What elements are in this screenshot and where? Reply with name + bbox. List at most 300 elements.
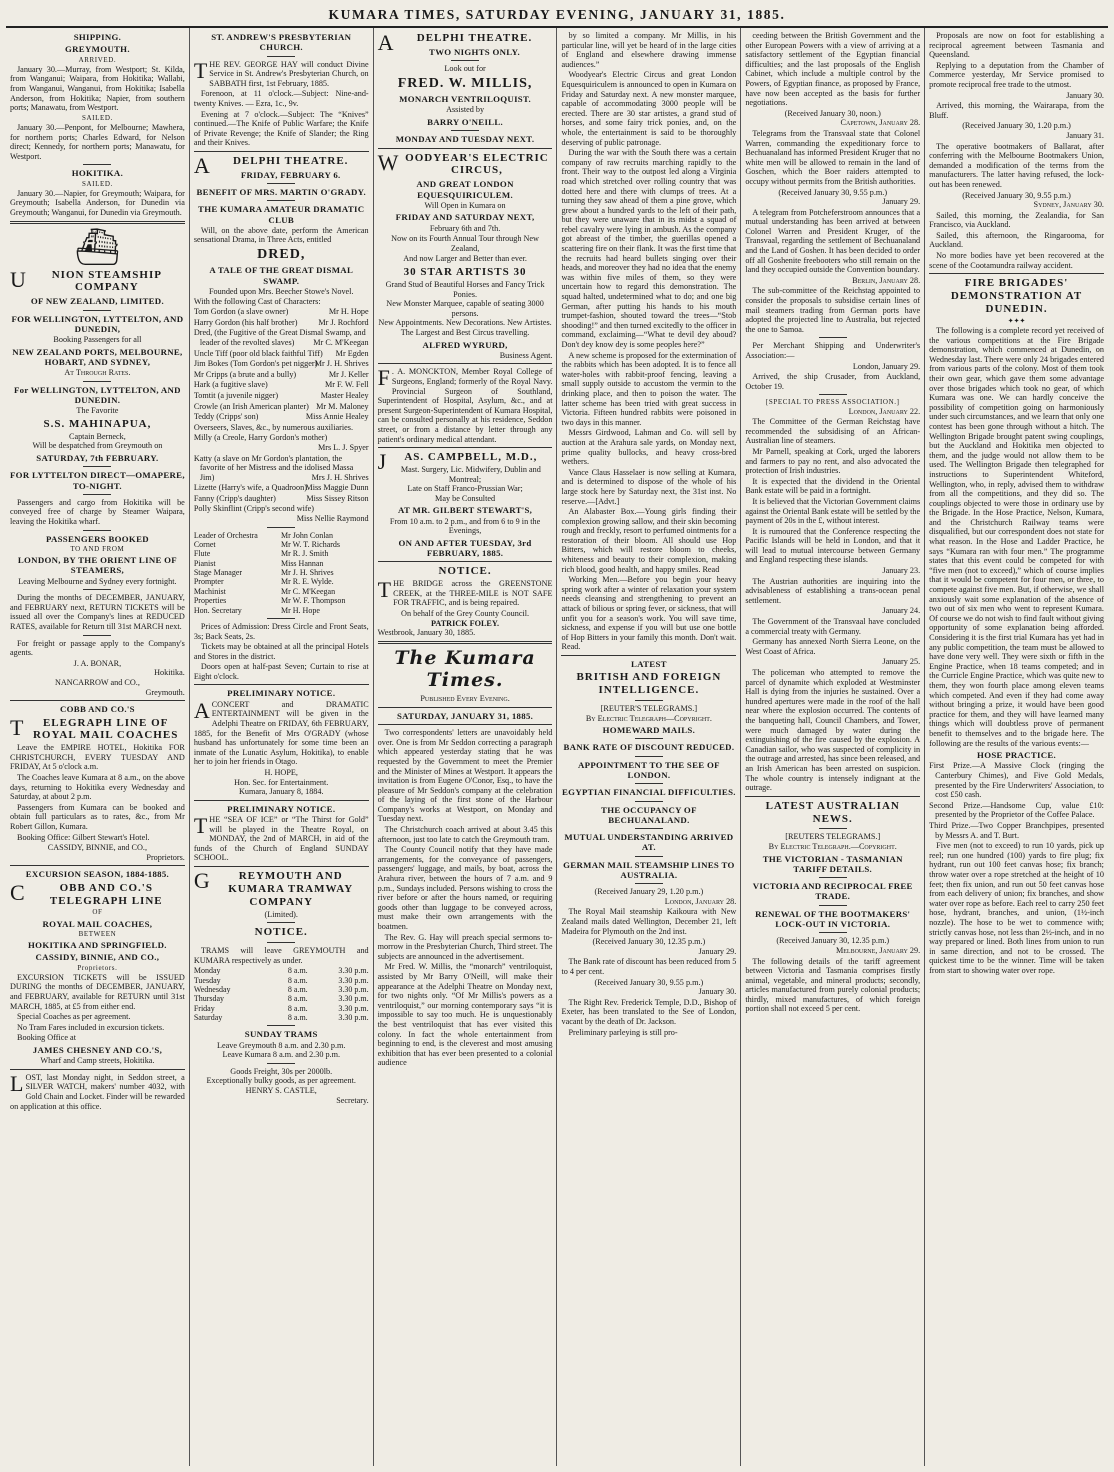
cast-actor: Mr J. Rochford bbox=[318, 317, 369, 327]
schedule-row-cell: 3.30 p.m. bbox=[338, 966, 369, 976]
news-paragraph: It is rumoured that the Conference respecting the Pacific Islands will be held in London, and that it will lead to mutual intercourse between Germany and England respecting these islands. bbox=[745, 526, 921, 565]
woodyear-title: WOODYEAR'S ELECTRIC CIRCUS, bbox=[377, 149, 549, 177]
cast-role: Lizette (Harry's wife, a Quadroon) bbox=[193, 483, 307, 493]
sailed-text: January 30.—Penpont, for Melbourne; Mawhera, for northern ports; Charles Edward, for Nelson direct; Kennedy, for northern ports; Manawatu, for Westport. bbox=[10, 122, 185, 161]
agent-bonar: J. A. BONAR, bbox=[73, 658, 122, 668]
union-sub: OF NEW ZEALAND, LIMITED. bbox=[30, 296, 164, 307]
booked-to: TO AND FROM bbox=[70, 544, 125, 553]
schedule-row-cell: Wednesday bbox=[193, 984, 231, 994]
cast-role: Uncle Tiff (poor old black faithful Tiff) bbox=[193, 348, 323, 358]
bank-text: The Bank rate of discount has been reduced from 5 to 4 per cent. bbox=[561, 957, 737, 977]
dateline: SATURDAY, JANUARY 31, 1885. bbox=[396, 710, 534, 721]
schedule-row-cell: Saturday bbox=[193, 1012, 223, 1022]
column-2 bbox=[190, 28, 374, 1466]
reuters-label: [REUTER'S TELEGRAMS.] bbox=[600, 704, 698, 713]
benefit-heading: BENEFIT OF MRS. MARTIN O'GRADY. bbox=[196, 187, 366, 198]
cast-actor: Mr C. M'Keegan bbox=[313, 337, 369, 347]
cobb-prop: CASSIDY, BINNIE, and CO., bbox=[47, 843, 148, 853]
schedule-row-cell: 3.30 p.m. bbox=[338, 1003, 369, 1013]
cast-actor: Miss Maggie Dunn bbox=[305, 483, 369, 493]
castle-name: HENRY S. CASTLE, bbox=[245, 1085, 317, 1095]
woodyear-feb: February 6th and 7th. bbox=[429, 223, 501, 233]
cobb2-of: OF bbox=[92, 908, 103, 917]
cobb2-route: HOKITIKA AND SPRINGFIELD. bbox=[28, 940, 167, 951]
editorial-paragraphs bbox=[378, 728, 553, 1068]
exc-tram: No Tram Fares included in excursion tickets. bbox=[17, 1022, 165, 1032]
editorial-paragraph: The County Council notify that they have made arrangements, for the conveyance of passengers, passengers' luggage, and mails, by boat, across the Arahura river, between the hours of 7 a.m. and 9 p.m., Sundays included. Persons wishing to cross the river before or after the hours named, or requiring goods other than luggage to be conveyed across, must make their own arrangements with the boatmen. bbox=[377, 845, 553, 931]
orchestra-row-cell: Mr R. J. Smith bbox=[280, 549, 329, 559]
capetown-text: Telegrams from the Transvaal state that Colonel Warren, commanding the expeditionary force to Bechuanaland has informed President Kruger that no white men will be allowed to remain in the land of Goschen, which the Boer raiders attempted to occupy without permits from the British authorities. bbox=[745, 128, 921, 186]
jan29-label: January 29. bbox=[698, 946, 737, 956]
prize-item: First Prize.—A Massive Clock (ringing the Canterbury Chimes), and Five Gold Medals, presented by the Fire Underwriters' Association, to cost £50 cash. bbox=[929, 761, 1104, 800]
masthead: KUMARA TIMES, SATURDAY EVENING, JANUARY 31, 1885. bbox=[6, 4, 1108, 28]
monarch-text: MONARCH VENTRILOQUIST. bbox=[399, 94, 532, 105]
return-text: During the months of DECEMBER, JANUARY, and FEBRUARY next, RETURN TICKETS will be issued all over the Company's lines at REDUCED RATES, available for Return till 31st MARCH next. bbox=[10, 593, 185, 632]
orchestra-row bbox=[194, 540, 369, 549]
cable-headline: GERMAN MAIL STEAMSHIP LINES TO AUSTRALIA. bbox=[563, 859, 735, 880]
received-1: (Received January 29, 1.20 p.m.) bbox=[594, 887, 704, 897]
reciprocal-paragraphs bbox=[929, 31, 1104, 90]
orchestra-row-cell: Machinist bbox=[193, 586, 226, 596]
cast-role: Tom Gordon (a slave owner) bbox=[193, 307, 289, 317]
excursion-heading: EXCURSION SEASON, 1884-1885. bbox=[25, 869, 170, 880]
cobb-line: T ELEGRAPH LINE OF ROYAL MAIL COACHES bbox=[10, 714, 179, 742]
cast-row bbox=[194, 433, 369, 452]
aus-headline: THE VICTORIAN - TASMANIAN TARIFF DETAILS. bbox=[762, 853, 903, 874]
schedule-row bbox=[194, 994, 369, 1003]
wairarapa-text: Arrived, this morning, the Wairarapa, from the Bluff. bbox=[929, 101, 1104, 120]
founded-text: Founded upon Mrs. Beecher Stowe's Novel. bbox=[208, 287, 354, 297]
zealandia-text: Sailed, this morning, the Zealandia, for San Francisco, via Auckland. bbox=[929, 210, 1104, 230]
cast-actor: Master Healey bbox=[320, 390, 369, 400]
editorial-paragraph: The Rev. G. Hay will preach special sermons to-morrow in the Presbyterian Church, Third street. The subjects are announced in the advertisement. bbox=[377, 932, 553, 961]
orchestra-row-cell: Properties bbox=[193, 596, 227, 606]
cast-role: Tomtit (a juvenile nigger) bbox=[193, 390, 279, 400]
cable-headline: MUTUAL UNDERSTANDING ARRIVED AT. bbox=[564, 832, 734, 853]
orchestra-row-cell: Leader of Orchestra bbox=[193, 530, 258, 540]
cobb2-prop: CASSIDY, BINNIE, AND CO., bbox=[35, 952, 160, 963]
cast-role: Crowle (an Irish American planter) bbox=[193, 401, 309, 411]
millis-name: FRED. W. MILLIS, bbox=[397, 75, 533, 91]
hok-sailed-text: January 30.—Napier, for Greymouth; Waipara, for Greymouth; Isabella Anderson, for Dunedin via Greymouth; Wanganui, for Dunedin via Greymouth. bbox=[10, 188, 185, 217]
appointments-text: New Appointments. New Decorations. New Artistes. bbox=[378, 318, 552, 328]
exc-wharf: Wharf and Camp streets, Hokitika. bbox=[40, 1056, 155, 1066]
cast-row bbox=[194, 454, 369, 483]
orchestra-row bbox=[194, 549, 369, 558]
fire-heading: FIRE BRIGADES' DEMONSTRATION AT DUNEDIN. bbox=[950, 277, 1083, 315]
campbell-hours: From 10 a.m. to 2 p.m., and from 6 to 9 in the Evenings, bbox=[389, 516, 541, 536]
bishop-text: The Right Rev. Frederick Temple, D.D., Bishop of Exeter, has been translated to the See of London, vacant by the death of Dr. Jackson. bbox=[561, 997, 737, 1026]
hose-rules: Five men (not to exceed) to run 10 yards, pick up reel; run one hundred (100) yards to fire plug; fix hydrant, run out 100 feet canvas hose; fix branch; throw water over a rope stretched at the height of 10 feet; then fix union, and run out 50 feet canvas hose from each delivery of union; fix branches, and show water over rope as before. Each reel to carry 250 feet hose, hydrant, branches, and union, (1½-inch nozzle). The hose to be wet to commence with; strictly canvas hose, not less than 2½-inch, and in no way prepared or lined. Both lines from union to run in same direction, and not to be crossed. The quickest time to be the winner. Time will be taken from start to showing water over rope. bbox=[929, 841, 1104, 975]
orchestra-row bbox=[194, 531, 369, 540]
cast-row bbox=[194, 504, 369, 523]
cast-row bbox=[194, 423, 369, 433]
hokitika-heading: HOKITIKA. bbox=[71, 168, 124, 179]
kumara-times-title: The Kumara Times. bbox=[394, 646, 536, 692]
bridge-behalf: On behalf of the Grey County Council. bbox=[401, 609, 530, 619]
special-label: [SPECIAL TO PRESS ASSOCIATION.] bbox=[765, 398, 900, 407]
schedule-row bbox=[194, 976, 369, 985]
jan30-label: January 30. bbox=[698, 987, 737, 997]
shipping-heading: SHIPPING. bbox=[73, 32, 122, 42]
orchestra-row-cell: Stage Manager bbox=[193, 568, 243, 578]
schedule-row-cell: 8 a.m. bbox=[287, 975, 308, 985]
capetown-label: Capetown, January 28. bbox=[840, 118, 921, 128]
column-6 bbox=[925, 28, 1108, 1466]
column-4 bbox=[557, 28, 741, 1466]
prelim2-heading: PRELIMINARY NOTICE. bbox=[227, 803, 336, 814]
prize-list bbox=[929, 761, 1104, 840]
cable-headline: HOMEWARD MAILS. bbox=[602, 725, 696, 736]
prelim-text: Preliminary parleying is still pro- bbox=[568, 1027, 678, 1037]
jan24-label: January 24. bbox=[882, 606, 921, 616]
cast-role: Polly Skinflint (Cripp's second wife) bbox=[193, 504, 315, 514]
campbell-staff: Late on Staff Franco-Prussian War; bbox=[407, 484, 523, 494]
orchestra-row bbox=[194, 587, 369, 596]
arrived-text: January 30.—Murray, from Westport; St. Kilda, from Wanganui; Waipara, from Hokitika; Wallabi, from Wanganui, Wanganui, from Hokitika; Isabella Anderson, from Hokitika; Napier, from southern ports; Manawatu, from Westport. bbox=[10, 64, 185, 113]
cast-actor: Mr F. W. Fell bbox=[324, 380, 369, 390]
schedule-row-cell: 8 a.m. bbox=[287, 1012, 308, 1022]
concert-sig2: Hon. Sec. for Entertainment. bbox=[234, 777, 329, 787]
woodyear-larger: And now Larger and Better than ever. bbox=[403, 254, 527, 264]
agent-nancarrow: NANCARROW and CO., bbox=[54, 678, 140, 688]
cast-row bbox=[194, 380, 369, 390]
fire-paragraph: The following is a complete record yet received of the various competitions at the Fire Brigade demonstration, which commenced at Dunedin, on Wednesday last. There were only 24 brigades entered from various parts of the colony. Most of them took their own gear, which gave them some advantage over those brigades which took no gear, of which Kumara was one. We can hardly conceive the possibility of competition going on harmoniously under such circumstances, and we learn that only one contest has been gone through without a hitch. The Wellington Brigade brought patent swing couplings, but the Auckland and Hokitika men objected to them, and the judge would not allow them to be used. The Wellington Brigade then telegraphed for instructions to Superintendent Whiteford, Wellington, who, in reply, advised them to withdraw from all the competitions, and they did so. The couplings objected to were those in ordinary use by the Brigade. In the Hose Practice, Nelson, Kumara, and the Christchurch Railway teams were disqualified, but our correspondent does not state for what reason. In the Hose and Ladder Practice, he says “Kumara ran with four men.” The programme states that this event could be competed for with “five men (not to exceed),” which of course implies that it would be competent for four men, or three, to compete against five men. But, if otherwise, we shall anxiously wait some explanation of the absence of two out of six men who went to represent Kumara. Of course we do not wish to find fault without giving opportunity of some explanation being afforded. Considering it is the first trial Kumara has yet had in any public competition, the team must be allowed to have done very well. They were sixth or fifth in the Engine Practice, when 18 teams competed; and in the Curricle Engine Practice, which was quite new to them, they won fourth place among eleven teams which competed. And even if they had come away without bringing a prize, it would have been good practice for them, and they will have learned many things which will doubtless prove of permanent benefit to themselves and to the brigade here. The following are the results of the various events:— bbox=[929, 326, 1104, 748]
schedule-row bbox=[194, 1004, 369, 1013]
cobb-title: COBB AND CO.'S bbox=[59, 704, 135, 715]
news-paragraph: It is believed that the Victorian Government claims against the Oriental Bank estate will be settled by the payment of 20s in the £, without interest. bbox=[745, 496, 921, 526]
jan31-label: January 31. bbox=[1066, 130, 1104, 140]
orchestra-row bbox=[194, 596, 369, 605]
union-route: FOR WELLINGTON, LYTTELTON, AND DUNEDIN, bbox=[11, 313, 184, 334]
concert-sig: H. HOPE, bbox=[264, 767, 298, 777]
schedule-row-cell: Tuesday bbox=[193, 975, 221, 985]
cast-actor: Mrs L. J. Spyer bbox=[317, 442, 369, 452]
campbell-name: J AS. CAMPBELL, M.D., bbox=[377, 449, 538, 475]
cobb-text3: Passengers from Kumara can be booked and obtain full particulars as to rates, &c., from Mr Robert Gillon, Kumara. bbox=[10, 802, 185, 831]
passengers-text: Passengers and cargo from Hokitika will be conveyed free of charge by Steamer Waipara, leaving the Hokitika wharf. bbox=[10, 497, 185, 527]
news-paragraph: During the war with the South there was a certain company of raw recruits marching rapidly to the front. Their way to the outpost led along a Virginia road which stretched over rolling country that was dotted here and there with clumps of trees. At a turning they saw ahead of them a pine grove, which grew about a hundred yards to the left of their path, but they were unaware that in its midst a squad of rebel cavalry were lying in ambush. As the company got abreast of the timber, the guerillas opened a scattering fire on their flank. It was the first time that the recruits had heard bullets singing over their heads, and moreover they had no idea that the enemy was within five miles of them, so they were uncertain how to regard this demonstration. The squad halted, undetermined what to do; and one big German, after putting his hands to his mouth trumpet-fashion, shouted toward the trees—“Stob shooding!” and then turned excitedly to the officer in command, exclaiming—“What te devil dey aboud? Don't dey know dey is some peoples here?” bbox=[561, 148, 737, 349]
cast-actor: Mr H. Hope bbox=[328, 307, 369, 317]
orchestra-row-cell: Pianist bbox=[193, 558, 216, 568]
two-nights: TWO NIGHTS ONLY. bbox=[429, 46, 520, 57]
cobb2-royal: ROYAL MAIL COACHES, bbox=[42, 918, 153, 929]
adelphi-title: A DELPHI THEATRE. bbox=[193, 152, 349, 178]
cast-row bbox=[194, 412, 369, 422]
cast-row bbox=[194, 318, 369, 328]
cable-headline: THE OCCUPANCY OF BECHUANALAND. bbox=[601, 804, 697, 825]
london-29: London, January 29. bbox=[852, 361, 921, 371]
orchestra-row-cell: Mr W. F. Thompson bbox=[280, 596, 346, 606]
published-text: Published Every Evening. bbox=[420, 694, 510, 704]
schedule-row-cell: Monday bbox=[193, 966, 221, 976]
campbell-quals: Mast. Surgery, Lic. Midwifery, Dublin and Montreal; bbox=[400, 464, 541, 484]
exc-office: JAMES CHESNEY AND CO.'S, bbox=[32, 1044, 163, 1055]
exc-special: Special Coaches as per agreement. bbox=[17, 1012, 131, 1022]
cast-row bbox=[194, 483, 369, 493]
notice-heading: NOTICE. bbox=[254, 926, 308, 939]
booked-london: LONDON, BY THE ORIENT LINE OF STEAMERS, bbox=[17, 555, 177, 576]
crusader-text: Arrived, the ship Crusader, from Auckland, October 19. bbox=[745, 372, 921, 391]
news-paragraph: An Alabaster Box.—Young girls finding their complexion growing sallow, and their skin becoming rough and freckly, resort to perfumed ointments for a restoration of their bloom. All should use Hop Bitters, which will restore bloom to cheeks, whiteness and beauty to their complexion, making rich blood, good health, and happy smiles. Read bbox=[561, 507, 737, 574]
cast-actor: Mrs J. H. Shrives bbox=[311, 472, 369, 482]
woodyear-open: Will Open in Kumara on bbox=[424, 200, 506, 210]
orchestra-row-cell: Mr J. H. Shrives bbox=[280, 568, 334, 578]
schedule-row-cell: 8 a.m. bbox=[287, 984, 308, 994]
columns bbox=[6, 28, 1108, 1466]
adelphi-date: FRIDAY, FEBRUARY 6. bbox=[240, 169, 341, 180]
hok-sailed-label: SAILED. bbox=[81, 179, 113, 188]
orchestra-row-cell: Prompter bbox=[193, 577, 224, 587]
received-120: (Received January 30, 1.20 p.m.) bbox=[962, 121, 1071, 131]
orchestra-row-cell: Cornet bbox=[193, 540, 216, 550]
melbourne-label: Melbourne, January 29. bbox=[835, 945, 921, 955]
schedule-row-cell: 3.30 p.m. bbox=[338, 975, 369, 985]
cast-actor: Miss Nellie Raymond bbox=[296, 514, 369, 524]
column-3 bbox=[374, 28, 558, 1466]
club-text: Will, on the above date, perform the American sensational Drama, in Three Acts, entitled bbox=[193, 225, 369, 245]
marquee-text: New Monster Marquee, capable of seating 3000 persons. bbox=[386, 299, 544, 318]
cobb-prop2: Proprietors. bbox=[146, 852, 185, 862]
cast-list bbox=[194, 307, 369, 523]
london-1: London, January 28. bbox=[664, 896, 737, 906]
berlin-label: Berlin, January 28. bbox=[852, 275, 921, 285]
cobb2-title: C OBB AND CO.'S TELEGRAPH LINE bbox=[10, 879, 163, 907]
schedule-row-cell: 8 a.m. bbox=[287, 1003, 308, 1013]
orchestra-row bbox=[194, 577, 369, 586]
woodyear-tour: Now on its Fourth Annual Tour through New Zealand, bbox=[391, 234, 539, 253]
prelim-heading: PRELIMINARY NOTICE. bbox=[227, 688, 336, 699]
merchant-text: Per Merchant Shipping and Underwriter's Association:— bbox=[745, 341, 921, 360]
largest-text: The Largest and Best Circus travelling. bbox=[400, 327, 530, 337]
tickets-text: Tickets may be obtained at all the principal Hotels and Stores in the district. bbox=[193, 642, 369, 661]
concert-date: Kumara, January 8, 1884. bbox=[238, 787, 324, 797]
sydney-label: Sydney, January 30. bbox=[1033, 200, 1104, 210]
news-paragraph: It is expected that the dividend in the Oriental Bank estate will be paid in a fortnight. bbox=[745, 476, 921, 496]
sailed-label: SAILED. bbox=[81, 113, 113, 122]
dred-title: DRED, bbox=[257, 247, 306, 263]
star-ornament-icon: ✦✦✦ bbox=[1007, 316, 1026, 325]
tram-schedule bbox=[194, 966, 369, 1022]
union-ship: S.S. MAHINAPUA, bbox=[43, 418, 152, 430]
schedule-row-cell: 8 a.m. bbox=[287, 966, 308, 976]
bridge-notice: THE BRIDGE across the GREENSTONE CREEK, at the THREE-MILE is NOT SAFE FOR TRAFFIC, and is being repaired. bbox=[377, 577, 553, 608]
woodyear-days: FRIDAY AND SATURDAY NEXT, bbox=[395, 212, 535, 223]
star-artists: 30 STAR ARTISTS 30 bbox=[403, 266, 527, 279]
schedule-row-cell: 3.30 p.m. bbox=[338, 994, 369, 1004]
sunday-greymouth: Leave Greymouth 8 a.m. and 2.30 p.m. bbox=[217, 1040, 346, 1050]
cobb-text: Leave the EMPIRE HOTEL, Hokitika FOR CHRISTCHURCH, EVERY TUESDAY AND FRIDAY, At 5 o'clock a.m. bbox=[10, 743, 185, 772]
oneill-name: BARRY O'NEILL. bbox=[427, 116, 504, 127]
cast-role: Hark (a fugitive slave) bbox=[193, 380, 268, 390]
freight-text: For freight or passage apply to the Company's agents. bbox=[10, 638, 185, 658]
news-paragraph: Mr Parnell, speaking at Cork, urged the laborers and farmers to pay no rent, and also advocated the protection of Irish industries. bbox=[745, 446, 921, 476]
exc-text: EXCURSION TICKETS will be ISSUED DURING the months of DECEMBER, JANUARY, and FEBRUARY, available for RETURN until 31st MARCH, 1885, at £5 from either end. bbox=[10, 972, 185, 1011]
bootmakers-text: The operative bootmakers of Ballarat, after conferring with the Melbourne Bootmakers Union, demanded a modification of the terms from the manufacturers. The latter having refused, the lock-out has been renewed. bbox=[929, 141, 1104, 189]
club-heading: THE KUMARA AMATEUR DRAMATIC CLUB bbox=[198, 204, 365, 225]
orchestra-row bbox=[194, 568, 369, 577]
received-955b: (Received January 30, 9.55 p.m.) bbox=[962, 190, 1071, 200]
potch-text: A telegram from Potcheferstroom announces that a mutual understanding has been arrived at between Colonel Warren and President Kruger, of the Transvaal, regarding the settlement of Bechuanaland and the Land of Goshen. It has been decided to order off all Goshenite freebooters who still remain on the land they occupied outside the Convention boundary. bbox=[745, 207, 921, 275]
cable-headline: EGYPTIAN FINANCIAL DIFFICULTIES. bbox=[562, 787, 736, 798]
cast-row bbox=[194, 307, 369, 317]
lost-notice: LOST, last Monday night, in Seddon street, a SILVER WATCH, makers' number 4032, with Gold Chain and Locket. Finder will be rewarded on application at this office. bbox=[10, 1070, 185, 1111]
castle-title: Secretary. bbox=[336, 1095, 369, 1105]
hose-heading: HOSE PRACTICE. bbox=[977, 750, 1057, 761]
prize-item: Second Prize.—Handsome Cup, value £10: presented by the Proprietor of the Coffee Palace. bbox=[929, 800, 1104, 820]
schedule-row bbox=[194, 966, 369, 975]
schedule-row-cell: 8 a.m. bbox=[287, 994, 308, 1004]
union-date: SATURDAY, 7th FEBRUARY. bbox=[36, 453, 159, 464]
campbell-date: ON AND AFTER TUESDAY, 3rd FEBRUARY, 1885. bbox=[398, 537, 532, 559]
cast-role: Katty (a slave on Mr Gordon's plantation, the favorite of her Mistress and the idolised Massa Jim) bbox=[193, 453, 354, 482]
goods-text: Goods Freight, 30s per 2000lb. bbox=[230, 1066, 333, 1076]
assisted-text: Assisted by bbox=[446, 105, 485, 115]
union-captain: Captain Berneck, bbox=[68, 431, 126, 441]
cable-headline: APPOINTMENT TO THE SEE OF LONDON. bbox=[578, 759, 720, 781]
ringarooma-text: Sailed, this afternoon, the Ringarooma, for Auckland. bbox=[929, 230, 1104, 250]
sea-text: THE “SEA OF ICE” or “The Thirst for Gold” will be played in the Theatre Royal, on MONDAY, the 2nd of MARCH, in aid of the funds of the Church of England SUNDAY SCHOOL. bbox=[193, 812, 369, 863]
union-fav: The Favorite bbox=[76, 406, 119, 416]
doors-text: Doors open at half-past Seven; Curtain to rise at Eight o'clock. bbox=[193, 662, 369, 681]
bodies-text: No more bodies have yet been recovered at the scene of the Cootamundra railway accident. bbox=[929, 251, 1104, 270]
union-booking: Booking Passengers for all bbox=[53, 335, 142, 345]
church-text3: Evening at 7 o'clock.—Subject: The “Knives” continued.—The Knife of Public Warfare; the Knife of Private Revenge; the Knife of Slander; the Ring and their Knives. bbox=[193, 109, 369, 148]
aus-headlines bbox=[745, 854, 920, 934]
orchestra-row bbox=[194, 559, 369, 568]
foley-name: PATRICK FOLEY. bbox=[431, 618, 500, 628]
orchestra-table bbox=[194, 531, 369, 615]
dred-sub: A TALE OF THE GREAT DISMAL SWAMP. bbox=[209, 265, 354, 286]
electric-label: By Electric Telegraph—Copyright. bbox=[585, 713, 712, 723]
cast-intro: With the following Cast of Characters: bbox=[193, 296, 321, 306]
cast-row bbox=[194, 402, 369, 412]
news-paragraph: Messrs Girdwood, Lahman and Co. will sell by auction at the Arahura sale yards, on Monday next, prime quality bullocks, and heavy cross-bred wethers. bbox=[561, 428, 737, 467]
cast-role: Jim Bokes (Tom Gordon's pet nigger) bbox=[193, 359, 318, 369]
schedule-row bbox=[194, 1013, 369, 1022]
aus-heading: LATEST AUSTRALIAN NEWS. bbox=[765, 799, 900, 825]
schedule-row-cell: Thursday bbox=[193, 994, 225, 1004]
cast-role: Harry Gordon (his half brother) bbox=[193, 317, 298, 327]
police-text: The policeman who attempted to remove the parcel of dynamite which exploded at Westminster Hall is dying from the injuries he sustained. Over a hundred apertures were made in the roof of the hall near where the explosion occurred. The contents of the banqueting hall, Council Chambers, and Tower, were much damaged by water during the extinguishing of the fire caused by the explosion. A Canadian sailor, who was suspected of complicity in the outrage and arrested, has since been released, and an Irish American has been arrested on suspicion. The whole country is intensely indignant at the outrage. bbox=[745, 668, 921, 793]
schedule-row bbox=[194, 985, 369, 994]
received-955: (Received January 30, 9.55 p.m.) bbox=[778, 187, 888, 197]
lyttelton-notice: FOR LYTTELTON DIRECT—OMAPERE, TO-NIGHT. bbox=[10, 470, 185, 491]
jan30b-label: January 30. bbox=[1066, 90, 1104, 100]
booked-heading: PASSENGERS BOOKED bbox=[45, 533, 149, 544]
cast-actor: Miss Annie Healey bbox=[305, 412, 369, 422]
orchestra-row-cell: Hon. Secretary bbox=[193, 605, 242, 615]
editorial-paragraph: The Christchurch coach arrived at about 3.45 this afternoon, just too late to catch the Greymouth tram. bbox=[377, 825, 553, 844]
latest-label: LATEST bbox=[630, 659, 667, 669]
church-text2: Forenoon, at 11 o'clock.—Subject: Nine-and-twenty Knives. — Ezra, 1c., 9v. bbox=[193, 89, 369, 108]
wyrurd-title: Business Agent. bbox=[499, 350, 553, 360]
austrian-text: The Austrian authorities are inquiring into the advisableness of establishing a trans-ocean penal settlement. bbox=[745, 576, 921, 605]
column-1 bbox=[6, 28, 190, 1466]
union-title: U NION STEAMSHIP COMPANY bbox=[10, 266, 162, 294]
news-paragraph: Working Men.—Before you begin your heavy spring work after a winter of relaxation your system needs cleansing and strengthening to prevent an attack of bilious or spring fever, or sickness, that will unfit you for a season's work. You will save time, sickness, and expense if you will but use one bottle of Hop Bitters in your family this month. Don't wait. Read. bbox=[561, 575, 737, 652]
orchestra-row-cell: Mr John Conlan bbox=[280, 530, 333, 540]
editorial-paragraph: Mr Fred. W. Millis, the “monarch” ventriloquist, assisted by Mr Barry O'Neill, will make their appearance at the Adelphi Theatre on Monday next, for two nights only. “Of Mr Millis's powers as a ventriloquist,” our morning contemporary says “it is impossible to say too much. He is unquestionably the best ventriloquist that has ever visited this colony. In fact the whole entertainment from beginning to end, is the cleverest and most amusing exhibition that has ever been presented to a colonial audience bbox=[377, 962, 553, 1068]
news-paragraph: Replying to a deputation from the Chamber of Commerce yesterday, Mr Service promised to promote reciprocal free trade to the utmost. bbox=[929, 60, 1104, 89]
jan25-label: January 25. bbox=[882, 657, 921, 667]
notice2-heading: NOTICE. bbox=[438, 565, 492, 578]
church-text: THE REV. GEORGE HAY will conduct Divine Service in St. Andrew's Presbyterian Church, on SABBATH first, 1st February, 1885. bbox=[193, 57, 369, 88]
cobb-text2: The Coaches leave Kumara at 8 a.m., on the above days, returning to Hokitika every Wednesday and Saturday, at about 2 p.m. bbox=[10, 773, 185, 802]
orchestra-row-cell: Mr R. E. Wylde. bbox=[280, 577, 334, 587]
sunday-heading: SUNDAY TRAMS bbox=[244, 1029, 318, 1040]
news-paragraph: Proposals are now on foot for establishing a reciprocal agreement between Tasmania and Queensland. bbox=[929, 31, 1104, 60]
orchestra-row bbox=[194, 606, 369, 615]
schedule-row-cell: 3.30 p.m. bbox=[338, 984, 369, 994]
cobb2-prop2: Proprietors. bbox=[77, 963, 118, 972]
monckton-notice: F . A. MONCKTON, Member Royal College of Surgeons, England; formerly of the Royal Navy. Provincial Surgeon of Southland, Superintendent of Hospital, Asylum, &c., and at present Surgeon-Superintendent of Kumara Hospital, can be consulted personally at his residence, Seddon street, or from a distance by letter through any patient's ordinary medical attendant. bbox=[377, 365, 553, 444]
aus-electric: By Electric Telegraph.—Copyright. bbox=[768, 842, 897, 852]
look-out: Look out for bbox=[444, 64, 486, 74]
adelphi2-title: A DELPHI THEATRE. bbox=[377, 30, 533, 55]
news-paragraph: A new scheme is proposed for the extermination of the rabbits which has been adopted. It is to fence all water-holes with rabbit-proof fencing, leaving a small supply outside to accustom the vermin to the drinking place, and then to poison the water. The latter scheme has been tried with great success in Victoria. Fifteen hundred rabbits were poisoned in two days in this manner. bbox=[561, 350, 737, 427]
cable-headline: BANK RATE OF DISCOUNT REDUCED. bbox=[563, 742, 735, 753]
campbell-consulted: May be Consulted bbox=[435, 493, 496, 503]
cast-actor: Mr M. Maloney bbox=[316, 401, 369, 411]
cast-role: Mr Cripps (a brute and a bully) bbox=[193, 369, 297, 379]
jan29b-label: January 29. bbox=[882, 197, 921, 207]
goods-text2: Exceptionally bulky goods, as per agreement. bbox=[206, 1076, 356, 1086]
cast-actor: Miss Sissey Ritson bbox=[306, 493, 369, 503]
news-paragraph: The Committee of the German Reichstag have recommended the subsidising of an African-Australian line of steamers. bbox=[745, 417, 921, 446]
cobb-booking: Booking Office: Gilbert Stewart's Hotel. bbox=[17, 832, 150, 842]
sunday-kumara: Leave Kumara 8 a.m. and 2.30 p.m. bbox=[222, 1050, 341, 1060]
orchestra-row-cell: Flute bbox=[193, 549, 211, 559]
cast-role: Dred, (the Fugitive of the Great Dismal Swamp, and leader of the revolted slaves) bbox=[193, 328, 366, 347]
berlin-text: The sub-committee of the Reichstag appointed to consider the proposals to subsidise certain lines of mail steamers trading from German ports have adopted the projected line to Australia, but rejected the one to Samoa. bbox=[745, 286, 921, 334]
cast-actor: Mr J. H. Shrives bbox=[314, 359, 369, 369]
schedule-row-cell: 3.30 p.m. bbox=[338, 1012, 369, 1022]
cast-role: Milly (a Creole, Harry Gordon's mother) bbox=[193, 433, 328, 443]
received-3: (Received January 30, 9.55 p.m.) bbox=[594, 977, 704, 987]
received-1235: (Received January 30, 12.35 p.m.) bbox=[776, 936, 890, 946]
news-paragraph: Woodyear's Electric Circus and great London Equesquiriculem is announced to open in Kumara on Friday and Saturday next. A new monster marquee, capable of accommodating 3000 people will be erected. There are 30 star artistes, a grand stud of horses, and some fairy trick ponies, and, on the whole, the entertainment is said to be thoroughly deserving of public patronage. bbox=[561, 70, 737, 147]
received-2: (Received January 30, 12.35 p.m.) bbox=[592, 937, 706, 947]
union-rates: At Through Rates. bbox=[64, 368, 131, 378]
union-for: For WELLINGTON, LYTTELTON, AND DUNEDIN. bbox=[14, 384, 181, 406]
tram-ltd: (Limited). bbox=[264, 909, 298, 919]
cast-actor: Mr Egden bbox=[335, 348, 369, 358]
church-heading: ST. ANDREW'S PRESBYTERIAN CHURCH. bbox=[211, 32, 352, 53]
cast-row bbox=[194, 359, 369, 369]
cobb2-between: BETWEEN bbox=[78, 929, 117, 938]
agent-bonar-town: Hokitika. bbox=[154, 668, 185, 678]
union-desp: Will be despatched from Greymouth on bbox=[32, 441, 163, 451]
trams-text: TRAMS will leave GREYMOUTH and KUMARA respectively as under. bbox=[193, 945, 369, 965]
booked-leaving: Leaving Melbourne and Sydney every fortnight. bbox=[18, 576, 177, 586]
arrived-label: ARRIVED. bbox=[78, 55, 117, 64]
union-ports: NEW ZEALAND PORTS, MELBOURNE, HOBART, AND SYDNEY, bbox=[12, 346, 183, 367]
aus-headline: RENEWAL OF THE BOOTMAKERS' LOCK-OUT IN VICTORIA. bbox=[755, 908, 911, 930]
london-22: London, January 22. bbox=[848, 406, 921, 416]
steamship-icon: ⛴ bbox=[74, 226, 121, 267]
tariff-text: The following details of the tariff agreement between Victoria and Tasmania comprises firstly animal, vegetable, and mineral products; secondly, articles manufactured from purely colonial products; thirdly, mixed manufactures, of which foreign portion shall not exceed 5 per cent. bbox=[745, 956, 921, 1014]
cast-row bbox=[194, 494, 369, 504]
fire-paragraphs bbox=[929, 326, 1104, 748]
column-5 bbox=[741, 28, 925, 1466]
news-paragraph: Vance Claus Hasselaer is now selling at Kumara, and is determined to dispose of the whole of his large stock here by Saturday next, the 31st inst. No reserve.—[Advt.] bbox=[561, 467, 737, 506]
local-news-paragraphs bbox=[561, 31, 736, 652]
guinea-text: Germany has annexed North Sierra Leone, on the West Coast of Africa. bbox=[745, 637, 921, 656]
prize-item: Third Prize.—Two Copper Branchpipes, presented by Messrs A. and T. Burt. bbox=[929, 820, 1104, 840]
cast-row bbox=[194, 391, 369, 401]
agent-nancarrow-town: Greymouth. bbox=[145, 687, 185, 697]
